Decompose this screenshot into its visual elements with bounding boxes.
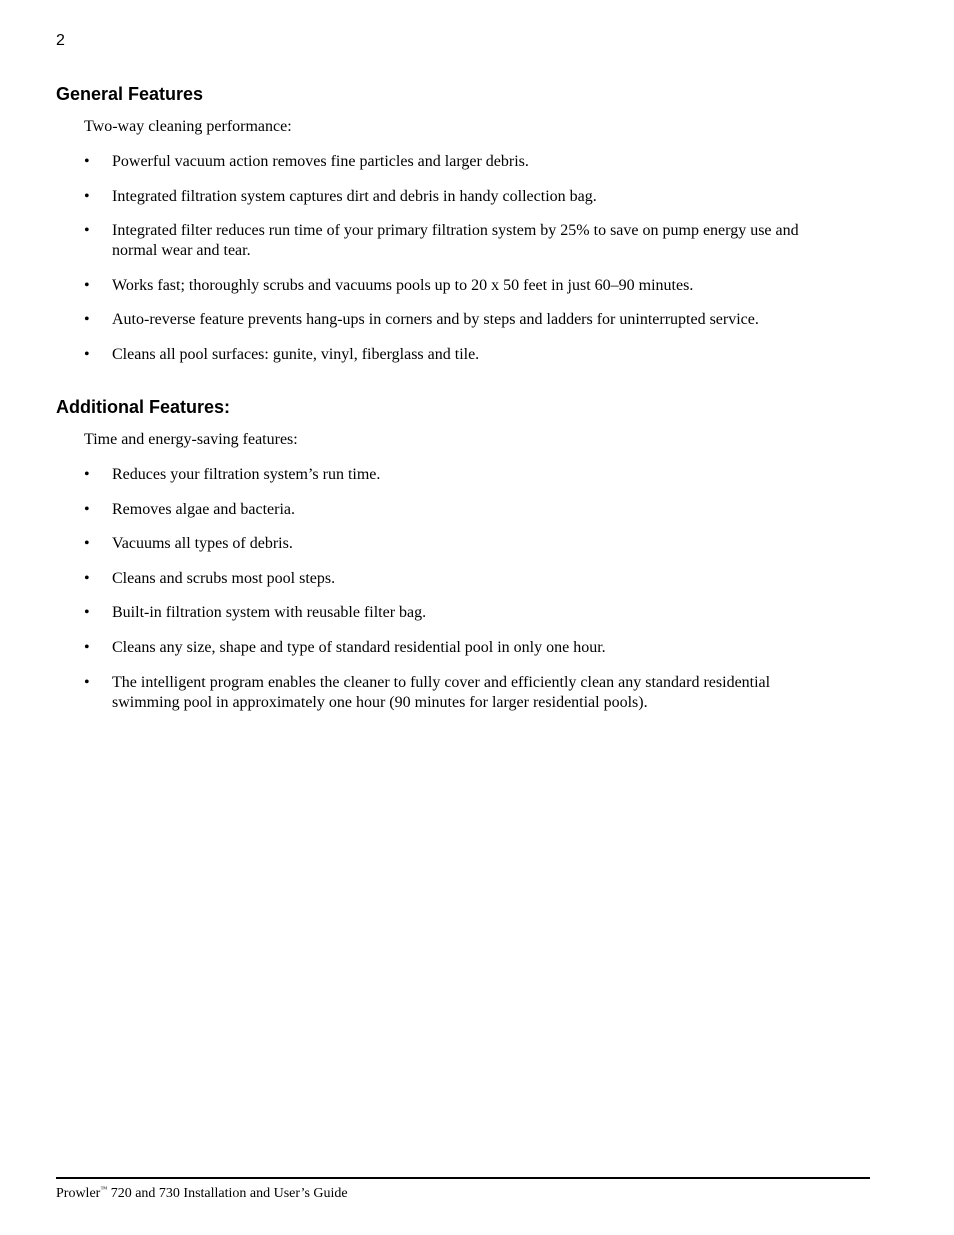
list-item-text: Cleans and scrubs most pool steps.	[112, 569, 336, 587]
list-item	[56, 345, 836, 365]
list-item-text: Reduces your filtration system’s run time.	[112, 466, 381, 483]
list-item-text: Integrated filtration system captures dirt and debris in handy collection bag.	[112, 187, 597, 205]
list-item	[56, 465, 836, 485]
list-item	[56, 276, 836, 296]
bullet-glyph: •	[84, 311, 90, 329]
additional-features-intro: Time and energy-saving features:	[84, 431, 298, 448]
bullet-glyph: •	[84, 222, 90, 240]
list-item-text: Vacuums all types of debris.	[112, 535, 293, 553]
trademark-symbol: ™	[100, 1185, 108, 1193]
list-item-text: Cleans any size, shape and type of standard residential pool in only one hour.	[112, 638, 606, 656]
list-item-text: Powerful vacuum action removes fine particles and larger debris.	[112, 153, 529, 170]
footer-title: 720 and 730 Installation and User’s Guide	[107, 1186, 348, 1201]
list-item	[56, 673, 836, 713]
list-item	[56, 534, 836, 554]
bullet-glyph: •	[84, 276, 90, 294]
list-item-text: Built-in filtration system with reusable filter bag.	[112, 604, 427, 622]
list-item-text: Integrated filter reduces run time of your primary filtration system by 25% to save on pump energy use and normal wear and tear.	[112, 222, 799, 260]
additional-features-section	[56, 396, 836, 727]
list-item	[56, 221, 836, 261]
general-features-intro: Two-way cleaning performance:	[84, 118, 292, 135]
list-item	[56, 187, 836, 207]
list-item-text: Auto-reverse feature prevents hang-ups in corners and by steps and ladders for uninterrupted service.	[112, 311, 759, 329]
bullet-glyph: •	[84, 187, 90, 205]
list-item-text: Works fast; thoroughly scrubs and vacuums pools up to 20 x 50 feet in just 60–90 minutes.	[112, 276, 694, 294]
bullet-glyph: •	[84, 673, 90, 691]
bullet-glyph: •	[84, 466, 90, 483]
additional-features-heading: Additional Features:	[56, 397, 231, 417]
list-item	[56, 603, 836, 623]
list-item-text: Cleans all pool surfaces: gunite, vinyl, fiberglass and tile.	[112, 345, 480, 363]
bullet-glyph: •	[84, 638, 90, 656]
bullet-glyph: •	[84, 604, 90, 622]
bullet-glyph: •	[84, 569, 90, 587]
list-item	[56, 500, 836, 520]
bullet-glyph: •	[84, 153, 90, 170]
list-item	[56, 310, 836, 330]
list-item-text: The intelligent program enables the cleaner to fully cover and efficiently clean any standard residential swimming pool in approximately one hour (90 minutes for larger residential pools).	[112, 673, 771, 711]
bullet-glyph: •	[84, 345, 90, 363]
page-number: 2	[56, 32, 65, 49]
general-features-list	[56, 152, 836, 365]
bullet-glyph: •	[84, 500, 90, 518]
general-features-heading: General Features	[56, 84, 204, 104]
additional-features-list	[56, 465, 836, 713]
list-item	[56, 638, 836, 658]
footer-divider	[56, 1177, 870, 1179]
list-item	[56, 152, 836, 172]
bullet-glyph: •	[84, 535, 90, 553]
general-features-section	[56, 83, 836, 380]
list-item	[56, 569, 836, 589]
footer-brand: Prowler	[56, 1186, 101, 1201]
list-item-text: Removes algae and bacteria.	[112, 500, 296, 518]
footer-doc-title	[56, 1185, 348, 1203]
